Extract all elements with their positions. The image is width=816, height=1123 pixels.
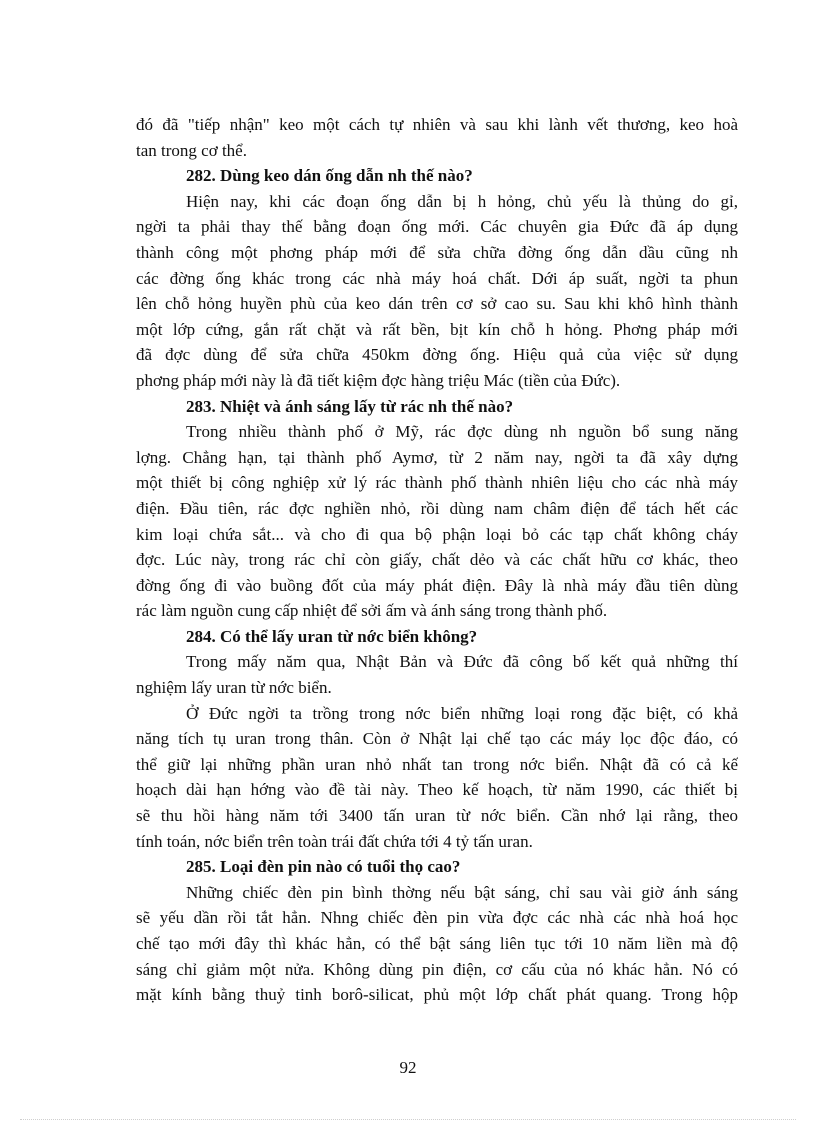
paragraph-line: thể giữ lại những phần uran nhỏ nhất tan trong nớc biển. Nhật đã có cả kế xyxy=(136,754,738,774)
paragraph-line: sẽ thu hồi hàng năm tới 3400 tấn uran từ nớc biển. Cần nhớ lại rằng, theo xyxy=(136,806,738,826)
paragraph-line: ngời ta phải thay thế bằng đoạn ống mới. Các chuyên gia Đức đã áp dụng xyxy=(136,217,738,237)
page-body xyxy=(136,112,738,1008)
paragraph-last-line: rác làm nguồn cung cấp nhiệt để sởi ấm và ánh sáng trong thành phố. xyxy=(136,601,608,621)
paragraph-line: mặt kính bằng thuỷ tinh borô-silicat, phủ một lớp chất phát quang. Trong hộp xyxy=(136,985,738,1005)
paragraph-line: lợng. Chẳng hạn, tại thành phố Aymơ, từ 2 năm nay, ngời ta đã xây dựng xyxy=(136,447,738,467)
section-heading: 285. Loại đèn pin nào có tuổi thọ cao? xyxy=(186,857,461,877)
paragraph-line: đợc. Lúc này, trong rác chỉ còn giấy, chất dẻo và các chất hữu cơ khác, theo xyxy=(136,550,738,570)
paragraph-line: kim loại chứa sắt... và cho đi qua bộ phận loại bỏ các tạp chất không cháy xyxy=(136,524,738,544)
paragraph-line: hoạch dài hạn hớng vào đề tài này. Theo kế hoạch, từ năm 1990, các thiết bị xyxy=(136,780,738,800)
paragraph-line: đó đã "tiếp nhận" keo một cách tự nhiên và sau khi lành vết thương, keo hoà xyxy=(136,115,738,134)
paragraph-line: điện. Đầu tiên, rác đợc nghiền nhỏ, rồi dùng nam châm điện để tách hết các xyxy=(136,498,738,518)
paragraph-line: đờng ống đi vào buồng đốt của máy phát điện. Đây là nhà máy đầu tiên dùng xyxy=(136,575,738,595)
paragraph-line: lên chỗ hỏng huyền phù của keo dán trên cơ sở cao su. Sau khi khô hình thành xyxy=(136,294,738,314)
section-heading: 283. Nhiệt và ánh sáng lấy từ rác nh thế nào? xyxy=(186,396,514,416)
paragraph-first-line: Ở Đức ngời ta trồng trong nớc biển những loại rong đặc biệt, có khả xyxy=(186,703,738,723)
paragraph-line: các đờng ống khác trong các nhà máy hoá chất. Dới áp suất, ngời ta phun xyxy=(136,268,738,288)
section-heading: 284. Có thể lấy uran từ nớc biển không? xyxy=(186,626,478,646)
section-heading: 282. Dùng keo dán ống dẫn nh thế nào? xyxy=(186,166,473,186)
paragraph-last-line: nghiệm lấy uran từ nớc biển. xyxy=(136,678,332,698)
page-bottom-edge xyxy=(20,1119,796,1120)
paragraph-last-line: tính toán, nớc biển trên toàn trái đất chứa tới 4 tỷ tấn uran. xyxy=(136,831,533,851)
paragraph-line: năng tích tụ uran trong thân. Còn ở Nhật lại chế tạo các máy lọc độc đáo, có xyxy=(136,729,738,749)
page-number: 92 xyxy=(399,1058,417,1077)
paragraph-first-line: Hiện nay, khi các đoạn ống dẫn bị h hỏng, chủ yếu là thủng do gỉ, xyxy=(186,191,738,211)
paragraph-line: một thiết bị công nghiệp xử lý rác thành phố thành nhiên liệu cho các nhà máy xyxy=(136,473,738,493)
paragraph-line: sẽ yếu dần rồi tắt hẳn. Nhng chiếc đèn pin vừa đợc các nhà các nhà hoá học xyxy=(136,908,738,928)
paragraph-line: sáng chỉ giảm một nửa. Không dùng pin điện, cơ cấu của nó khác hẳn. Nó có xyxy=(136,959,738,979)
paragraph-first-line: Những chiếc đèn pin bình thờng nếu bật sáng, chỉ sau vài giờ ánh sáng xyxy=(186,882,738,902)
paragraph-line: chế tạo mới đây thì khác hẳn, có thể bật sáng liên tục tới 10 năm liền mà độ xyxy=(136,934,738,953)
paragraph-last-line: tan trong cơ thể. xyxy=(136,140,247,160)
paragraph-line: một lớp cứng, gắn rất chặt và rất bền, bịt kín chỗ h hỏng. Phơng pháp mới xyxy=(136,319,738,339)
paragraph-line: đã đợc dùng để sửa chữa 450km đờng ống. Hiệu quả của việc sử dụng xyxy=(136,345,738,365)
paragraph-first-line: Trong nhiều thành phố ở Mỹ, rác đợc dùng nh nguồn bổ sung năng xyxy=(186,422,738,442)
paragraph-line: thành công một phơng pháp mới để sửa chữa đờng ống dẫn dầu cũng nh xyxy=(136,242,738,262)
paragraph-first-line: Trong mấy năm qua, Nhật Bản và Đức đã công bố kết quả những thí xyxy=(186,652,738,672)
paragraph-last-line: phơng pháp mới này là đã tiết kiệm đợc hàng triệu Mác (tiền của Đức). xyxy=(136,370,621,390)
